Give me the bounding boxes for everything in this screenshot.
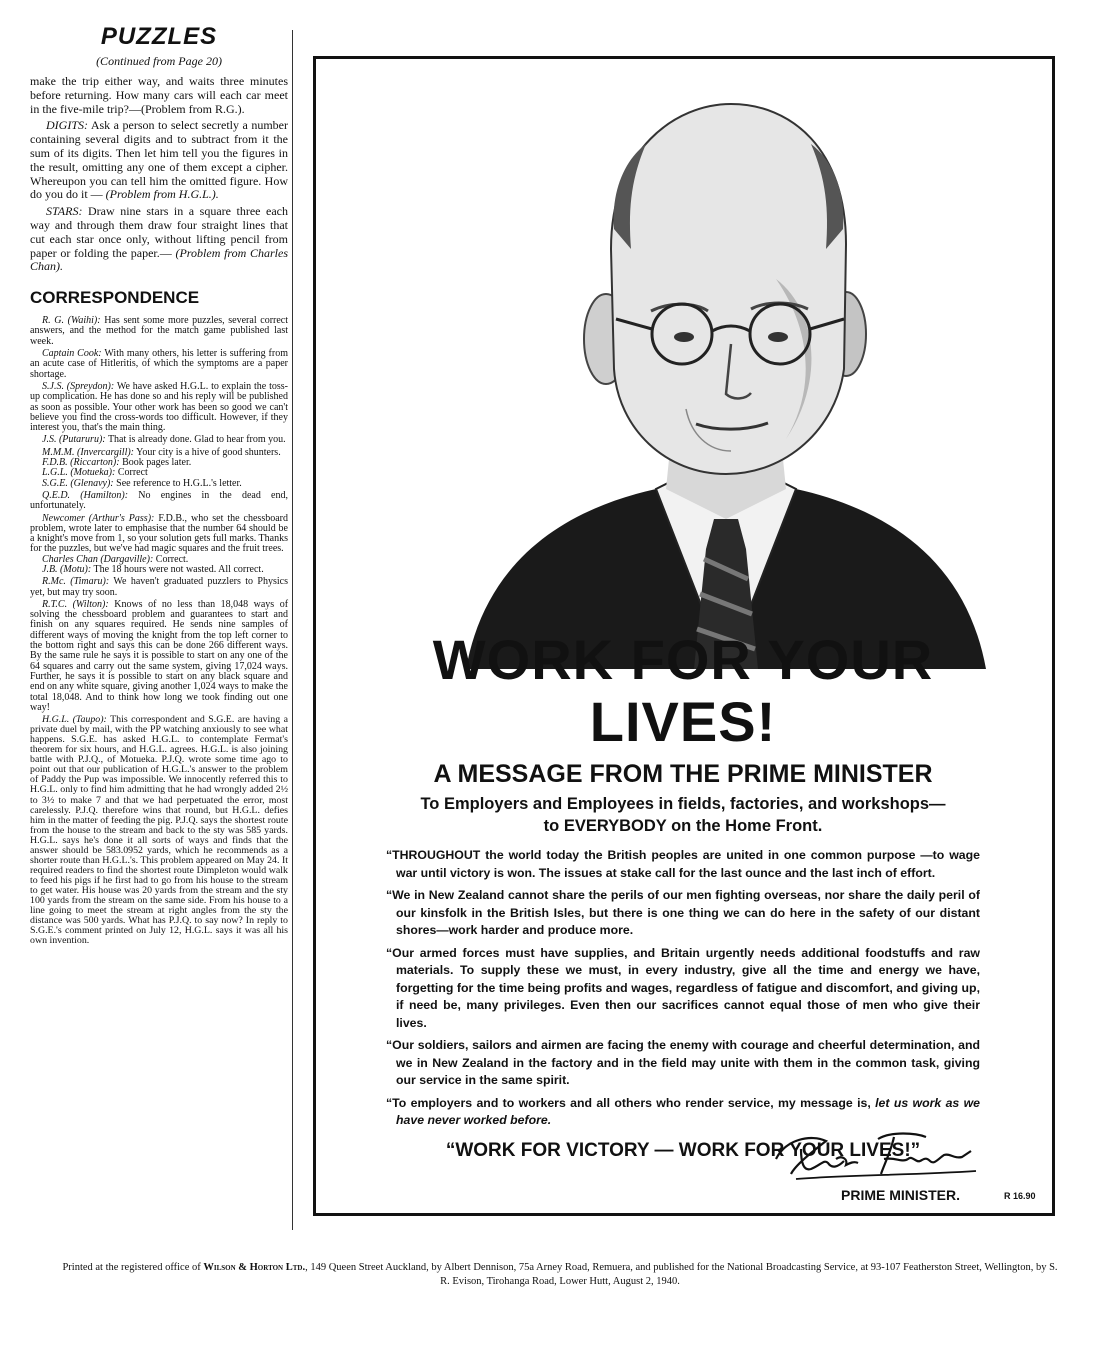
prime-minister-portrait	[446, 79, 1006, 669]
correspondence-entry: S.G.E. (Glenavy): See reference to H.G.L.'s letter.	[42, 477, 242, 489]
audience-line-1: To Employers and Employees in fields, factories, and workshops—	[420, 795, 946, 813]
digits-credit: (Problem from H.G.L.).	[105, 187, 219, 202]
message-quotes	[386, 847, 980, 1130]
slogan: “WORK FOR VICTORY — WORK FOR YOUR LIVES!”	[445, 1139, 921, 1161]
publisher-name: Wilson & Horton Ltd.	[203, 1261, 306, 1273]
correspondence-entry: L.G.L. (Motueka): Correct	[42, 467, 148, 479]
signatory-title: PRIME MINISTER.	[841, 1187, 961, 1203]
digits-lead: DIGITS:	[46, 118, 88, 133]
correspondence-entry: J.S. (Putaruru): That is already done. Glad to hear from you.	[42, 434, 286, 446]
advertisement-text	[386, 629, 980, 1164]
audience-line-2: to EVERYBODY on the Home Front.	[543, 817, 823, 835]
stars-lead: STARS:	[46, 204, 83, 219]
correspondence-entry: R.Mc. (Timaru): We haven't graduated puzzlers to Physics yet, but may try soon.	[30, 576, 288, 598]
correspondence-entry: R.T.C. (Wilton): Knows of no less than 18,048 ways of solving the chessboard problem and guarantees to start and finish on any squares required. He sends nine samples of different ways of moving the knight from the top left corner to the bottom right and says this can be done 266 different ways. By the same rule he says it is possible to start on any one of the 64 squares and carry out the same system, giving 17,024 ways. Further, he says it is possible to start on any black square and end on any white square, giving another 1,024 ways to make the total 18,048. And to think how long we took finding out one way!	[30, 598, 289, 713]
message-paragraph-final: “To employers and to workers and all others who render service, my message is, let us work as we have never worked before.	[386, 1095, 981, 1127]
correspondence-entry: Charles Chan (Dargaville): Correct.	[42, 553, 189, 565]
correspondence-heading: CORRESPONDENCE	[30, 288, 200, 308]
portrait-left-eye	[674, 332, 694, 342]
message-paragraph: “We in New Zealand cannot share the perils of our men fighting overseas, nor share the daily peril of our kinsfolk in the British Isles, but there is one thing we can do here in the safety of our distant shores—work harder and produce more.	[386, 888, 980, 937]
reference-code: R 16.90	[1004, 1191, 1036, 1201]
message-paragraph: “THROUGHOUT the world today the British peoples are united in one common purpose —to wage war until victory is won. The issues at stake call for the last ounce and the last inch of effort.	[386, 848, 980, 880]
stars-puzzle	[30, 205, 288, 274]
puzzles-subtitle: (Continued from Page 20)	[96, 54, 222, 68]
stars-credit: (Problem from Charles Chan).	[30, 245, 288, 274]
correspondence-entry: M.M.M. (Invercargill): Your city is a hive of good shunters.	[42, 446, 281, 458]
portrait-head	[611, 104, 846, 474]
printer-imprint: Printed at the registered office of Wilson & Horton Ltd., 149 Queen Street Auckland, by Albert Dennison, 75a Arney Road, Remuera, and published for the National Broadcasting Service, at 93-107 Featherston Street, Wellington, by S. R. Evison, Tirohanga Road, Lower Hutt, August 2, 1940.	[62, 1261, 1058, 1287]
correspondence-list	[30, 316, 288, 946]
subhead: A MESSAGE FROM THE PRIME MINISTER	[433, 760, 933, 788]
emphasis-text: let us work as we have never worked before.	[396, 1095, 981, 1127]
message-paragraph: “Our armed forces must have supplies, and Britain urgently needs additional foodstuffs and raw materials. To supply these we must, in every industry, give all the time and energy we have, forgetting for the time being profits and wages, regardless of fatigue and discomfort, and giving up, if need be, many privileges. Even then our sacrifices cannot equal those of men who give their lives.	[386, 945, 980, 1030]
puzzles-title: PUZZLES	[100, 23, 218, 50]
headline: WORK FOR YOUR LIVES!	[432, 628, 934, 753]
correspondence-entry: H.G.L. (Taupo): This correspondent and S.G.E. are having a private duel by mail, with the PP watching anxiously to see what happens. S.G.E. has asked H.G.L. to contemplate Fermat's theorem for six hours, and H.G.L. agrees. H.G.L. is also joining battle with P.J.Q., of Motueka. P.J.Q. wrote some time ago to point out that our publication of H.G.L.'s answer to the problem of Paddy the Pup was impossible. We innocently referred this to H.G.L. only to find him admitting that he had wrongly added 2½ to 3½ to make 7 and that we had perpetuated the error, most carelessly. P.J.Q. therefore wins that round, but H.G.L. defies him in the matter of feeding the pig. P.J.Q. says the shortest route from the house to the stream and back to the sty was 585 yards. H.G.L. says he's done it all sorts of ways and finds that the answer should be 583.0952 yards, which he recommends as a shorter route than H.G.L.'s. This problem appeared on May 24. It required readers to find the shortest route Dimpleton would walk to feed his pigs if he first had to go from his house to the stream to get water. His house was 20 yards from the stream and the sty 100 yards from the stream on the same side. From his house to a line going to meet the stream at right angles from the sty the distance was 500 yards. What has P.J.Q. to say now? In reply to S.G.E.'s comment printed on July 12, H.G.L. says it was all his own invention.	[30, 714, 288, 947]
column-divider	[292, 30, 293, 1230]
portrait-right-eye	[768, 332, 788, 342]
digits-text: Ask a person to select secretly a number containing several digits and to subtract from it the sum of its digits. Then let him tell you the figures in the result, omitting any one of them except a cipher. Whereupon you can tell him the omitted figure. How do you do it —	[30, 118, 288, 202]
puzzle-continuation: make the trip either way, and waits three minutes before returning. How many cars will each car meet in the five-mile trip?—(Problem from R.G.).	[30, 74, 288, 116]
correspondence-entry: J.B. (Motu): The 18 hours were not wasted. All correct.	[42, 563, 264, 575]
digits-puzzle	[30, 119, 288, 202]
stars-text: Draw nine stars in a square three each way and through them draw four straight lines that cut each star once only, without lifting pencil from paper or folding the paper.—	[30, 204, 289, 260]
correspondence-entry: Q.E.D. (Hamilton): No engines in the dead end, unfortunately.	[30, 489, 288, 512]
signature-image	[766, 1119, 986, 1189]
correspondence-entry: F.D.B. (Riccarton): Book pages later.	[42, 457, 192, 469]
correspondence-entry: S.J.S. (Spreydon): We have asked H.G.L. to explain the toss-up complication. He has done so and his reply will be published as soon as possible. Your other work has been so good we can't believe you find the cross-words too difficult. However, if they interest you, that's the main thing.	[30, 380, 288, 434]
prime-minister-advertisement	[313, 56, 1055, 1216]
message-paragraph: “Our soldiers, sailors and airmen are facing the enemy with courage and cheerful determination, and we in New Zealand in the factory and in the field may unite with them in the common task, giving our service in the same spirit.	[386, 1038, 980, 1087]
correspondence-entry: Captain Cook: With many others, his letter is suffering from an acute case of Hitleritis, of which the symptoms are a paper shortage.	[30, 348, 288, 380]
correspondence-entry: Newcomer (Arthur's Pass): F.D.B., who set the chessboard problem, wrote later to emphasise that the number 64 should be a knight's move from 1, so your solution gets full marks. Thanks for the puzzles, but we've had magic squares and the fruit trees.	[30, 512, 288, 555]
puzzles-column	[30, 20, 288, 948]
correspondence-entry: R. G. (Waihi): Has sent some more puzzles, several correct answers, and the method for the match game published last week.	[30, 315, 289, 347]
